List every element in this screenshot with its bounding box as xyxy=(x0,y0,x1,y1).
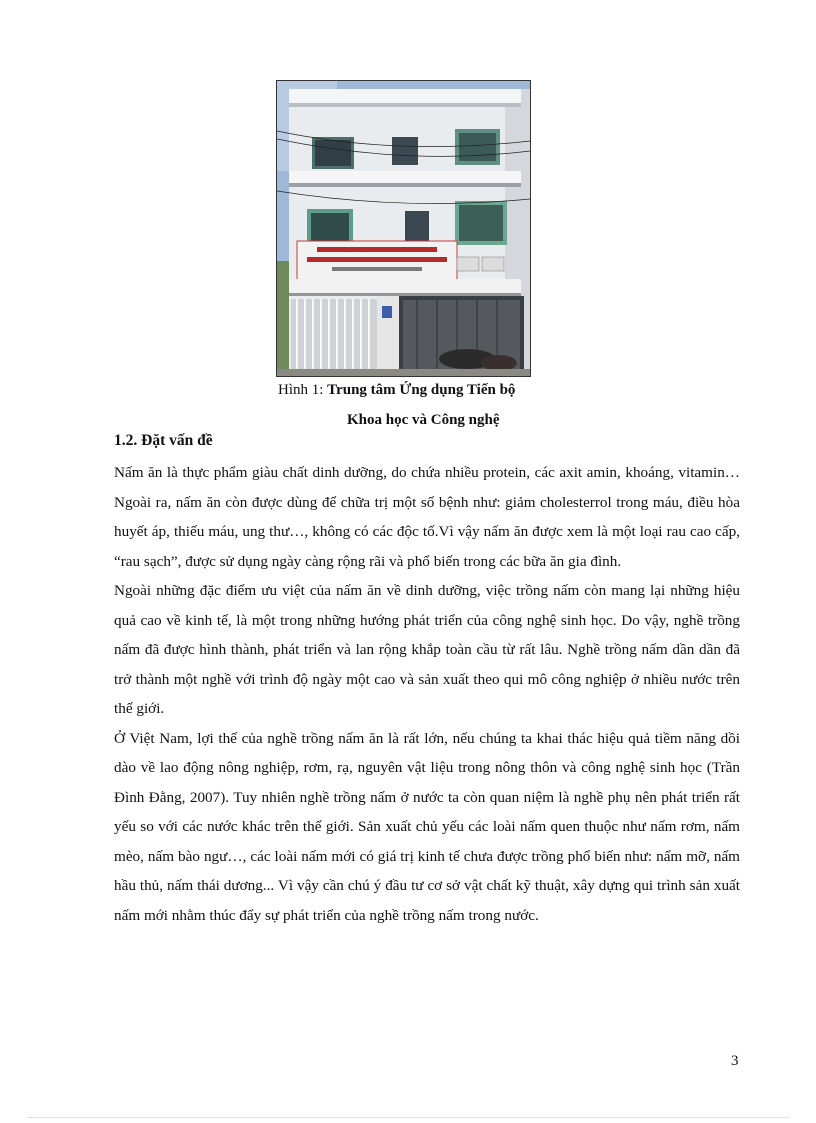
building-photo xyxy=(276,80,531,377)
paragraph: Ngoài những đặc điểm ưu việt của nấm ăn về dinh dưỡng, việc trồng nấm còn mang lại những hiệu quả cao về kinh tế, là một trong những hướng phát triển của công nghệ sinh học. Do vậy, nghề trồng nấm đã được hình thành, phát triển và lan rộng khắp toàn cầu từ rất lâu. Nghề trồng nấm dần dần đã trở thành một nghề với trình độ ngày một cao và sản xuất theo qui mô công nghiệp ở nhiều nước trên thế giới. xyxy=(114,582,740,717)
section-heading: 1.2. Đặt vấn đề xyxy=(114,432,213,449)
section-body xyxy=(114,458,740,930)
page-footer-divider xyxy=(28,1117,788,1118)
page-number: 3 xyxy=(731,1053,739,1069)
figure-caption-prefix: Hình 1: xyxy=(278,382,328,398)
figure-caption-title: Trung tâm Ứng dụng Tiến bộ xyxy=(327,382,516,398)
figure-caption-line2: Khoa học và Công nghệ xyxy=(347,412,500,428)
paragraph: Ở Việt Nam, lợi thế của nghề trồng nấm ăn là rất lớn, nếu chúng ta khai thác hiệu quả tiềm năng dồi dào về lao động nông nghiệp, rơm, rạ, nguyên vật liệu trong nông thôn và công nghệ sinh học (Trần Đình Đằng, 2007). Tuy nhiên nghề trồng nấm ở nước ta còn quan niệm là nghề phụ nên phát triển rất yếu so với các nước khác trên thế giới. Sản xuất chủ yếu các loài nấm quen thuộc như nấm rơm, nấm mèo, nấm bào ngư…, các loài nấm mới có giá trị kinh tế chưa được trồng phổ biến như: nấm mỡ, nấm hầu thủ, nấm thái dương... Vì vậy cần chú ý đầu tư cơ sở vật chất kỹ thuật, xây dựng qui trình sản xuất nấm mới nhằm thúc đẩy sự phát triển của nghề trồng nấm trong nước. xyxy=(114,729,740,924)
paragraph: Nấm ăn là thực phẩm giàu chất dinh dưỡng, do chứa nhiều protein, các axit amin, khoáng, vitamin…Ngoài ra, nấm ăn còn được dùng để chữa trị một số bệnh như: giảm cholesterrol trong máu, điều hòa huyết áp, thiếu máu, ung thư…, không có các độc tố.Vì vậy nấm ăn được xem là một loại rau cao cấp, “rau sạch”, được sử dụng ngày càng rộng rãi và phổ biến trong các bữa ăn gia đình. xyxy=(114,464,740,570)
figure-caption-line1 xyxy=(278,380,515,400)
